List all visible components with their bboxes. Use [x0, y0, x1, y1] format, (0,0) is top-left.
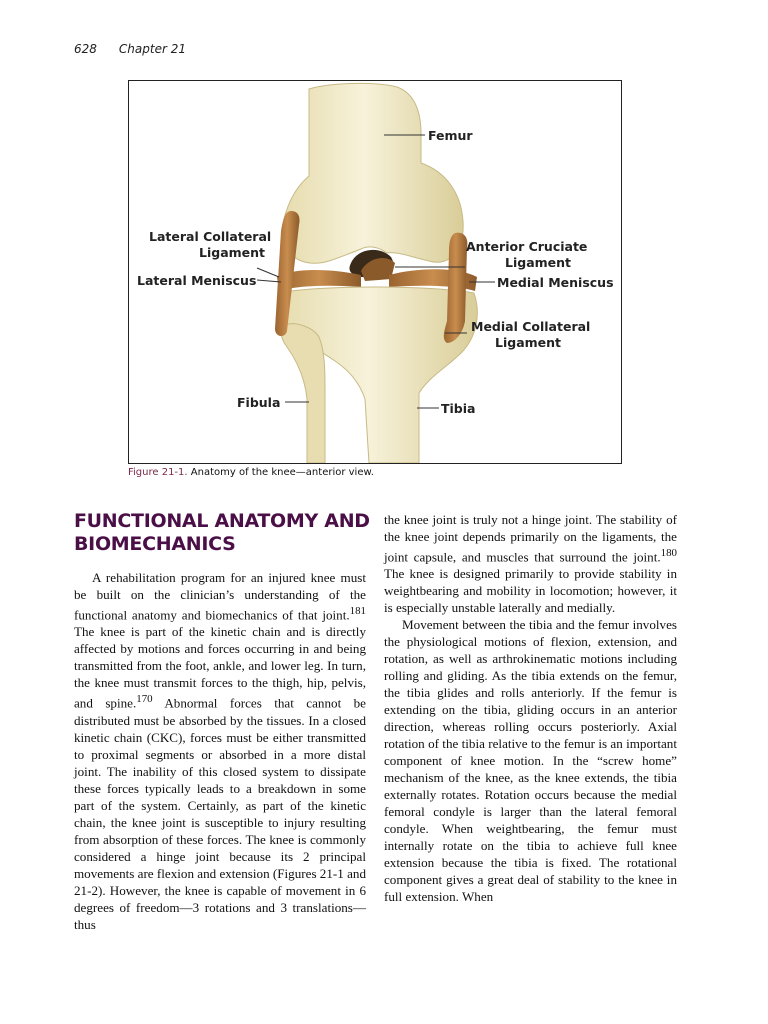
- knee-anatomy-figure: [128, 80, 622, 464]
- running-header: [74, 42, 186, 56]
- fibula-bone: [281, 324, 325, 463]
- label-mcl-line2: Ligament: [495, 335, 562, 350]
- right-p1-text-a: the knee joint is truly not a hinge joint. The stability of the knee joint depends primarily on the ligaments, the joint capsule, and muscles that surround the joint.: [384, 512, 677, 565]
- label-fibula: Fibula: [237, 395, 281, 410]
- label-femur: Femur: [428, 128, 473, 143]
- label-mcl-line1: Medial Collateral: [471, 319, 591, 334]
- label-medial-meniscus: Medial Meniscus: [497, 275, 614, 290]
- caption-label: Figure 21-1.: [128, 467, 188, 478]
- femur-bone: [283, 83, 463, 263]
- citation-181: 181: [349, 605, 366, 617]
- knee-illustration: [129, 81, 621, 463]
- right-paragraph-1: [384, 511, 677, 616]
- left-paragraph-1: [74, 569, 366, 933]
- citation-180: 180: [660, 547, 677, 559]
- heading-line-1: FUNCTIONAL ANATOMY AND: [74, 510, 370, 532]
- caption-text: Anatomy of the knee—anterior view.: [190, 467, 374, 478]
- page-number: 628: [74, 42, 97, 56]
- figure-caption: [128, 467, 374, 478]
- left-p1-text-a: A rehabilitation program for an injured knee must be built on the clinician’s understanding of the functional anatomy and biomechanics of that joint.: [74, 570, 366, 623]
- label-tibia: Tibia: [441, 401, 476, 416]
- section-heading: [74, 510, 374, 556]
- chapter-label: Chapter 21: [118, 42, 186, 56]
- label-lcl-line2: Ligament: [199, 245, 266, 260]
- right-p1-text-b: The knee is designed primarily to provide stability in weightbearing and mobility in locomotion; however, it is especially unstable laterally and medially.: [384, 566, 677, 616]
- left-p1-text-b: The knee is part of the kinetic chain and is directly affected by motions and forces occurring in and being transmitted from the foot, ankle, and lower leg. In turn, the knee must transmit forces to the thigh, hip, pelvis, and spine.: [74, 624, 366, 711]
- citation-170: 170: [136, 693, 153, 706]
- right-paragraph-2: Movement between the tibia and the femur involves the physiological motions of flexion, extension, and rotation, as well as arthrokinematic motions including rolling and gliding. As the tibia extends on the femur, the tibia glides and rolls anteriorly. If the femur is extending on the tibia, gliding occurs in an anterior direction, whereas rolling occurs posteriorly. Axial rotation of the tibia relative to the femur is an important component of knee motion. In the “screw home” mechanism of the knee, as the knee extends, the tibia externally rotates. Rotation occurs because the medial femoral condyle is larger than the lateral femoral condyle. When weightbearing, the femur must internally rotate on the tibia to achieve full knee extension because the tibia is fixed. The rotational component gives a great deal of stability to the knee in full extension. When: [384, 617, 677, 905]
- label-acl-line1: Anterior Cruciate: [466, 239, 588, 254]
- left-column: [74, 569, 366, 933]
- label-lcl-line1: Lateral Collateral: [149, 229, 272, 244]
- right-column: [384, 511, 677, 905]
- heading-line-2: BIOMECHANICS: [74, 533, 236, 555]
- left-p1-text-c: Abnormal forces that cannot be distributed must be absorbed by the tissues. In a closed kinetic chain (CKC), forces must be either transmitted to proximal segments or absorbed in a more distal joint. The inability of this closed system to dissipate these forces typically leads to a breakdown in some part of the system. Certainly, as part of the kinetic chain, the knee joint is susceptible to injury resulting from absorption of these forces. The knee is commonly considered a hinge joint because its 2 principal movements are flexion and extension (Figures 21-1 and 21-2). However, the knee is capable of movement in 6 degrees of freedom—3 rotations and 3 translations—thus: [74, 695, 366, 932]
- label-acl-line2: Ligament: [505, 255, 572, 270]
- label-lateral-meniscus: Lateral Meniscus: [137, 273, 257, 288]
